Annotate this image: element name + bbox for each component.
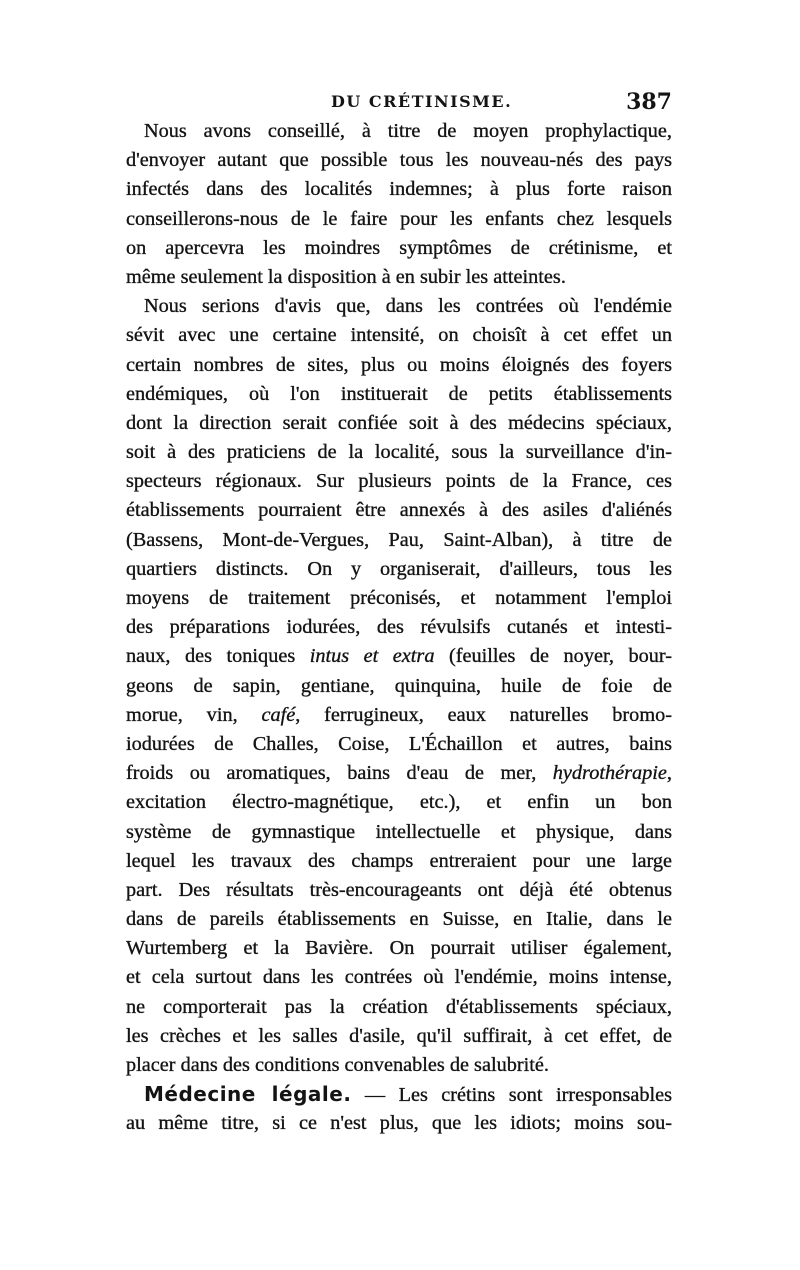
- text-line: au même titre, si ce n'est plus, que les idiots; moins sou-: [126, 1112, 672, 1135]
- text-line: certain nombres de sites, plus ou moins éloignés des foyers: [126, 353, 672, 376]
- text-line-with-italic: [126, 701, 672, 730]
- text-line: quartiers distincts. On y organiserait, d'ailleurs, tous les: [126, 557, 672, 580]
- running-title: DU CRÉTINISME.: [331, 92, 513, 111]
- text-line: endémiques, où l'on instituerait de petits établissements: [126, 382, 672, 405]
- line-text: morue, vin,: [126, 703, 262, 726]
- text-line: ne comporterait pas la création d'établissements spéciaux,: [126, 995, 672, 1018]
- text-line-with-italic: [126, 759, 672, 788]
- text-line: des préparations iodurées, des révulsifs cutanés et intesti-: [126, 616, 672, 639]
- line-text: ,: [666, 762, 672, 785]
- text-line: part. Des résultats très-encourageants ont déjà été obtenus: [126, 878, 672, 901]
- text-line: système de gymnastique intellectuelle et physique, dans: [126, 820, 672, 843]
- text-line: infectés dans des localités indemnes; à plus forte raison: [126, 178, 672, 201]
- text-line: Nous avons conseillé, à titre de moyen prophylactique,: [144, 120, 672, 142]
- text-line: Wurtemberg et la Bavière. On pourrait utiliser également,: [126, 937, 672, 960]
- section-heading: Médecine légale.: [144, 1082, 352, 1107]
- text-line: et cela surtout dans les contrées où l'endémie, moins intense,: [126, 966, 672, 989]
- line-text: — Les crétins sont irresponsables: [351, 1084, 672, 1107]
- text-line: sévit avec une certaine intensité, on choisît à cet effet un: [126, 324, 672, 347]
- text-line: lequel les travaux des champs entreraient pour une large: [126, 849, 672, 872]
- text-line: moyens de traitement préconisés, et notamment l'emploi: [126, 587, 672, 609]
- text-line: (Bassens, Mont-de-Vergues, Pau, Saint-Alban), à titre de: [126, 528, 672, 551]
- text-line: établissements pourraient être annexés à des asiles d'aliénés: [126, 499, 672, 522]
- italic-term: intus et extra: [309, 645, 435, 668]
- text-line: iodurées de Challes, Coise, L'Échaillon et autres, bains: [126, 732, 672, 755]
- text-line: soit à des praticiens de la localité, sous la surveillance d'in-: [126, 441, 672, 464]
- line-text: (feuilles de noyer, bour-: [434, 645, 672, 668]
- body-text: [126, 117, 672, 1139]
- text-line: geons de sapin, gentiane, quinquina, huile de foie de: [126, 674, 672, 697]
- text-line: placer dans des conditions convenables de salubrité.: [126, 1054, 549, 1076]
- text-line: on apercevra les moindres symptômes de crétinisme, et: [126, 236, 672, 259]
- line-text: naux, des toniques: [126, 645, 310, 668]
- text-line: d'envoyer autant que possible tous les nouveau-nés des pays: [126, 149, 672, 172]
- text-line: Nous serions d'avis que, dans les contrées où l'endémie: [144, 295, 672, 318]
- section-heading-line: [126, 1080, 672, 1109]
- text-line: conseillerons-nous de le faire pour les enfants chez lesquels: [126, 207, 672, 230]
- text-line: dont la direction serait confiée soit à des médecins spéciaux,: [126, 411, 672, 434]
- text-line-with-italic: [126, 642, 672, 671]
- page-number: 387: [626, 89, 672, 115]
- text-line: specteurs régionaux. Sur plusieurs points de la France, ces: [126, 470, 672, 493]
- italic-term: hydrothérapie: [552, 762, 667, 785]
- italic-term: café: [261, 703, 296, 726]
- line-text: , ferrugineux, eaux naturelles bromo-: [295, 703, 672, 726]
- text-line: excitation électro-magnétique, etc.), et enfin un bon: [126, 791, 672, 814]
- text-line: même seulement la disposition à en subir les atteintes.: [126, 265, 566, 288]
- text-line: les crèches et les salles d'asile, qu'il suffirait, à cet effet, de: [126, 1024, 672, 1047]
- line-text: froids ou aromatiques, bains d'eau de mer,: [126, 762, 553, 785]
- text-line: dans de pareils établissements en Suisse, en Italie, dans le: [126, 908, 672, 931]
